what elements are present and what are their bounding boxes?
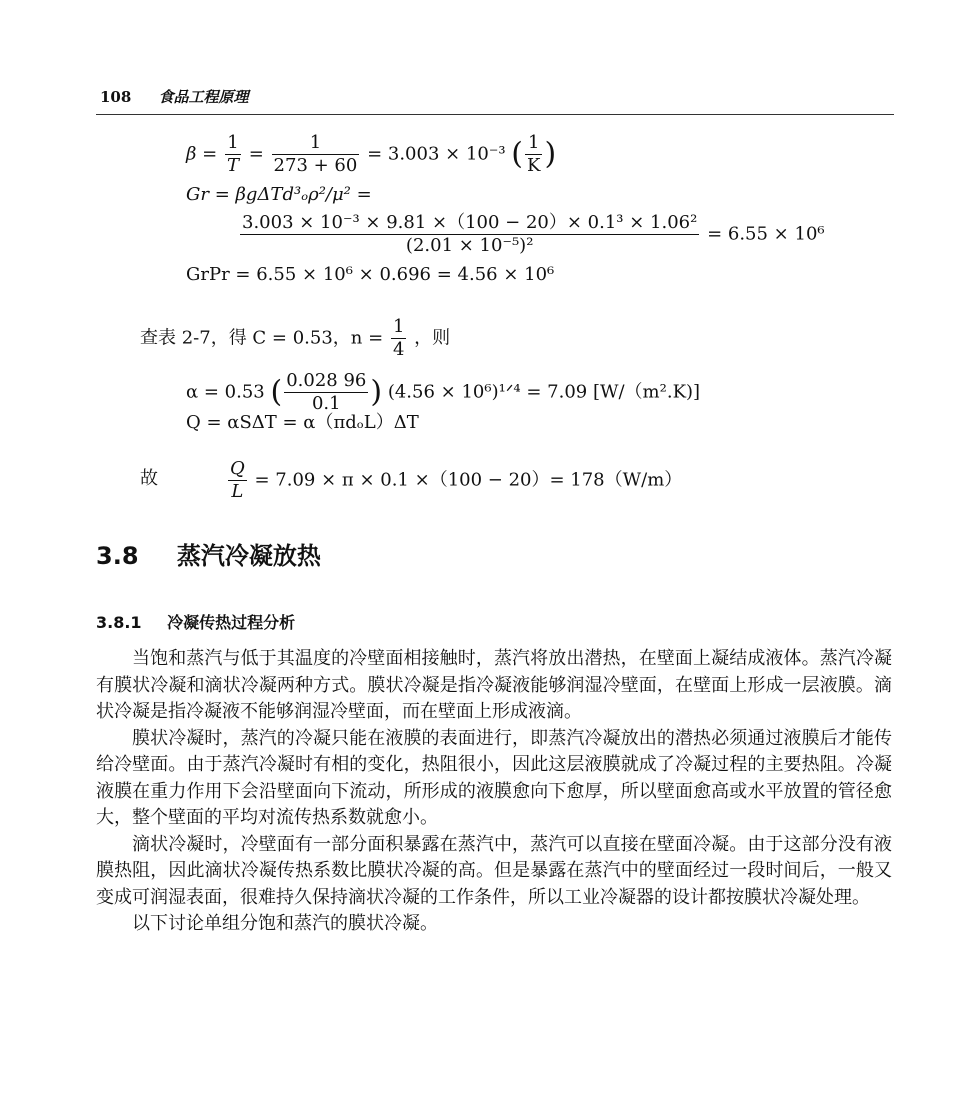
page-header (100, 86, 892, 107)
body-text (96, 646, 892, 938)
equation-alpha: α = 0.53 ( $\frac{0.028 96}{0.1}$ ) (4.56 × 10⁶)¹ᐟ⁴ = 7.09 [W/（m².K)] (186, 370, 701, 414)
paragraph: 当饱和蒸汽与低于其温度的冷壁面相接触时，蒸汽将放出潜热，在壁面上凝结成液体。蒸汽冷凝有膜状冷凝和滴状冷凝两种方式。膜状冷凝是指冷凝液能够润湿冷壁面，在壁面上形成一层液膜。滴状冷凝是指冷凝液不能够润湿冷壁面，而在壁面上形成液滴。 (96, 648, 892, 722)
paragraph: 膜状冷凝时，蒸汽的冷凝只能在液膜的表面进行，即蒸汽冷凝放出的潜热必须通过液膜后才能传给冷壁面。由于蒸汽冷凝时有相的变化，热阻很小，因此这层液膜就成了冷凝过程的主要热阻。冷凝液膜在重力作用下会沿壁面向下流动，所形成的液膜愈向下愈厚，所以壁面愈高或水平放置的管径愈大，整个壁面的平均对流传热系数就愈小。 (96, 727, 892, 828)
equation-grashof-value: $\frac{\text{3.003 × 10⁻³ × 9.81 ×（100 − 20）× 0.1³ × 1.06²}}{\text{(2.01 × 10⁻⁵)²}}$ = 6.55 × 10⁶ (242, 212, 825, 256)
book-title: 食品工程原理 (158, 88, 249, 106)
page-number: 108 (100, 88, 132, 106)
fraction: $\frac{1}{273 + 60}$ (273, 132, 358, 176)
fraction: $\frac{Q}{L}$ (230, 458, 245, 502)
equation-lookup: 查表 2-7，得 C = 0.53，n = $\frac{1}{4}$ ，则 (140, 316, 451, 360)
paragraph: 以下讨论单组分饱和蒸汽的膜状冷凝。 (132, 913, 438, 934)
header-rule (96, 114, 894, 115)
equation-grashof-definition: Gr = βgΔTd³ₒρ²/μ² = (186, 184, 372, 205)
equation-grpr: GrPr = 6.55 × 10⁶ × 0.696 = 4.56 × 10⁶ (186, 264, 555, 285)
fraction: $\frac{1}{4}$ (392, 316, 405, 360)
fraction: $\frac{\text{3.003 × 10⁻³ × 9.81 ×（100 − 20）× 0.1³ × 1.06²}}{\text{(2.01 × 10⁻⁵)²}}$ (242, 212, 698, 256)
equation-beta: β = $\frac{1}{T}$ = $\frac{1}{273 + 60}$ = 3.003 × 10⁻³ ( $\frac{1}{K}$ ) (186, 132, 557, 176)
fraction: $\frac{1}{T}$ (226, 132, 239, 176)
subsection-heading: 3.8.1 冷凝传热过程分析 (96, 613, 296, 632)
fraction: $\frac{0.028 96}{0.1}$ (286, 370, 367, 414)
fraction: $\frac{1}{K}$ (527, 132, 541, 176)
equation-q: Q = αSΔT = α（πdₒL）ΔT (186, 412, 419, 433)
section-heading: 3.8 蒸汽冷凝放热 (96, 541, 321, 570)
label-gu: 故 (140, 468, 158, 489)
equation-q-per-l: $\frac{Q}{L}$ = 7.09 × π × 0.1 ×（100 − 20）= 178（W/m） (230, 458, 683, 502)
paragraph: 滴状冷凝时，冷壁面有一部分面积暴露在蒸汽中，蒸汽可以直接在壁面冷凝。由于这部分没有液膜热阻，因此滴状冷凝传热系数比膜状冷凝的高。但是暴露在蒸汽中的壁面经过一段时间后，一般又变成可润湿表面，很难持久保持滴状冷凝的工作条件，所以工业冷凝器的设计都按膜状冷凝处理。 (96, 833, 892, 908)
